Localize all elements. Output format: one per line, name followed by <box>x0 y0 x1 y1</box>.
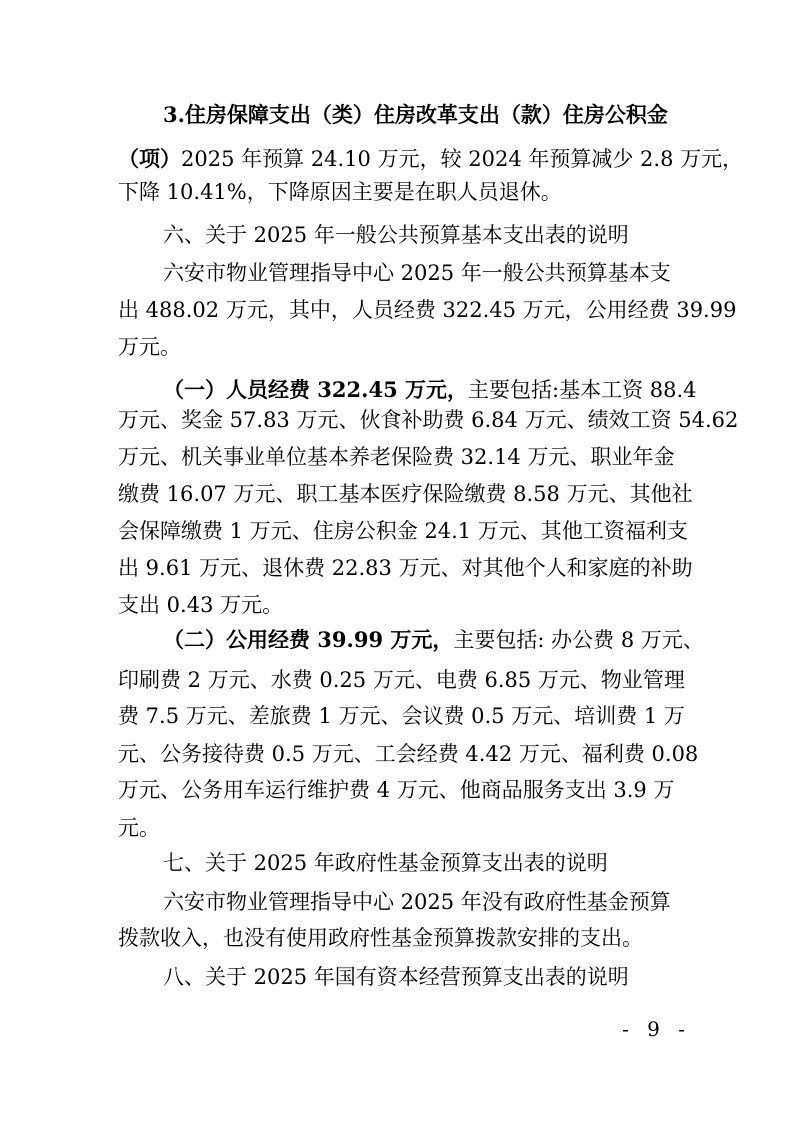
page-number: - 9 - <box>622 1017 691 1041</box>
text-segment: 六安市物业管理指导中心 2025 年没有政府性基金预算 <box>163 890 671 914</box>
text-line <box>163 95 668 135</box>
text-segment: 六安市物业管理指导中心 2025 年一般公共预算基本支 <box>163 261 671 285</box>
section-heading-8 <box>163 957 629 997</box>
text-segment: 会保障缴费 1 万元、住房公积金 24.1 万元、其他工资福利支 <box>118 519 688 543</box>
text-segment: 出 9.61 万元、退休费 22.83 万元、对其他个人和家庭的补助 <box>118 556 693 580</box>
text-segment: （一）人员经费 322.45 万元， <box>163 377 468 402</box>
text-segment: （项） <box>118 146 181 171</box>
public-expense-heading <box>163 620 704 660</box>
text-line <box>118 511 688 551</box>
text-line <box>163 253 671 293</box>
text-line <box>118 808 160 848</box>
text-segment: 缴费 16.07 万元、职工基本医疗保险缴费 8.58 万元、其他社 <box>118 482 693 506</box>
section-heading-6 <box>163 215 629 255</box>
section-heading-7 <box>163 843 608 883</box>
text-segment: 2025 年预算 24.10 万元，较 2024 年预算减少 2.8 万元， <box>181 147 744 171</box>
text-segment: （二）公用经费 39.99 万元， <box>163 627 454 652</box>
text-segment: 3.住房保障支出（类）住房改革支出（款）住房公积金 <box>163 102 668 127</box>
text-line <box>118 172 562 212</box>
text-segment: 八、关于 2025 年国有资本经营预算支出表的说明 <box>163 965 629 989</box>
text-line <box>118 770 674 810</box>
text-segment: 支出 0.43 万元。 <box>118 593 284 617</box>
text-line <box>118 474 693 514</box>
text-segment: 万元。 <box>118 335 181 359</box>
text-segment: 六、关于 2025 年一般公共预算基本支出表的说明 <box>163 223 629 247</box>
text-line <box>118 548 693 588</box>
text-segment: 七、关于 2025 年政府性基金预算支出表的说明 <box>163 851 608 875</box>
text-segment: 万元、公务用车运行维护费 4 万元、他商品服务支出 3.9 万 <box>118 778 675 802</box>
text-segment: 拨款收入，也没有使用政府性基金预算拨款安排的支出。 <box>118 926 643 950</box>
text-segment: 主要包括:基本工资 88.4 <box>468 378 697 402</box>
text-line <box>118 400 738 440</box>
text-line <box>118 734 698 774</box>
text-line <box>118 290 736 330</box>
text-segment: 万元、奖金 57.83 万元、伙食补助费 6.84 万元、绩效工资 54.62 <box>118 408 739 432</box>
text-line <box>118 696 685 736</box>
text-segment: 印刷费 2 万元、水费 0.25 万元、电费 6.85 万元、物业管理 <box>118 668 685 692</box>
text-segment: 元、公务接待费 0.5 万元、工会经费 4.42 万元、福利费 0.08 <box>118 742 699 766</box>
text-segment: 万元、机关事业单位基本养老保险费 32.14 万元、职业年金 <box>118 445 675 469</box>
text-line <box>118 918 643 958</box>
text-line <box>118 327 181 367</box>
text-segment: 下降 10.41%，下降原因主要是在职人员退休。 <box>118 180 562 204</box>
text-line <box>163 882 671 922</box>
text-line <box>118 585 283 625</box>
text-line <box>118 437 674 477</box>
text-segment: 主要包括: 办公费 8 万元、 <box>453 628 704 652</box>
text-line <box>118 660 685 700</box>
text-segment: 费 7.5 万元、差旅费 1 万元、会议费 0.5 万元、培训费 1 万 <box>118 704 685 728</box>
text-segment: 元。 <box>118 816 160 840</box>
text-segment: 出 488.02 万元，其中，人员经费 322.45 万元，公用经费 39.99 <box>118 298 737 322</box>
